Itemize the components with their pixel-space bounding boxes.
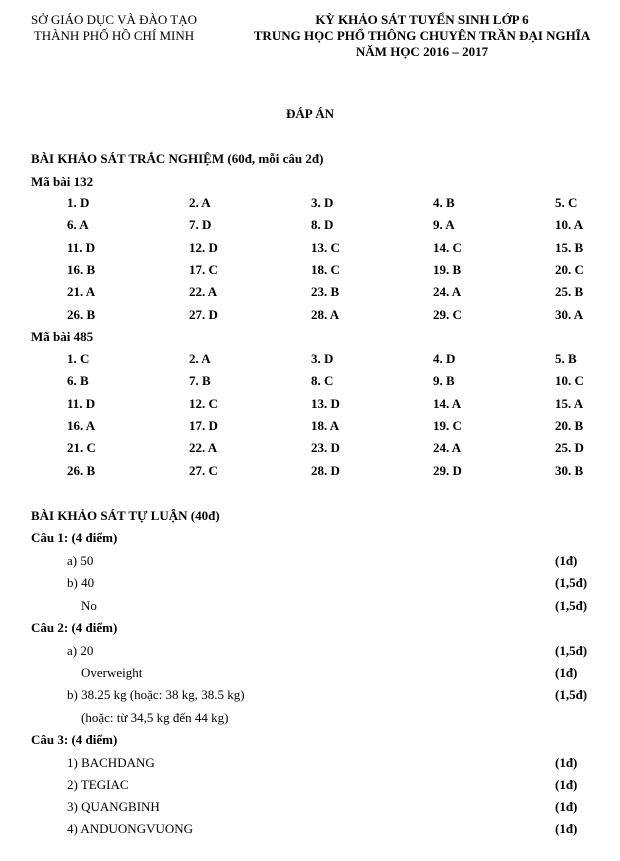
answer-cell: 23. B bbox=[311, 284, 340, 300]
answer-cell: 13. D bbox=[311, 395, 340, 411]
q3-answer-3: 3) QUANGBINH bbox=[67, 799, 160, 814]
exam-title-line-3: NĂM HỌC 2016 – 2017 bbox=[355, 44, 489, 59]
answer-cell: 1. C bbox=[67, 351, 90, 366]
answer-cell: 4. D bbox=[433, 351, 456, 366]
answer-cell: 5. B bbox=[555, 351, 577, 366]
answer-cell: 11. D bbox=[67, 395, 96, 411]
set-code-2: Mã bài 485 bbox=[31, 329, 94, 344]
answer-cell: 7. D bbox=[189, 217, 212, 233]
answer-cell: 13. C bbox=[311, 239, 340, 255]
answer-cell: 20. C bbox=[555, 261, 584, 277]
answer-cell: 19. C bbox=[433, 417, 462, 433]
q1-points-b: (1,5đ) bbox=[555, 575, 588, 590]
exam-title-block bbox=[232, 12, 612, 60]
answer-cell: 29. C bbox=[433, 306, 462, 322]
page-title: ĐÁP ÁN bbox=[285, 106, 335, 121]
set-code-1: Mã bài 132 bbox=[31, 174, 94, 189]
answer-cell: 20. B bbox=[555, 417, 584, 433]
answer-cell: 14. A bbox=[433, 395, 462, 411]
q2-points-a: (1,5đ) bbox=[555, 643, 588, 658]
answer-cell: 8. D bbox=[311, 217, 334, 233]
answer-cell: 2. A bbox=[189, 351, 211, 366]
answer-cell: 12. D bbox=[189, 239, 218, 255]
answer-cell: 10. A bbox=[555, 217, 584, 233]
answer-cell: 9. B bbox=[433, 373, 455, 389]
q3-points-4: (1đ) bbox=[555, 821, 578, 836]
answer-cell: 25. D bbox=[555, 440, 584, 456]
answer-cell: 17. D bbox=[189, 417, 218, 433]
answer-cell: 3. D bbox=[311, 351, 334, 366]
q2-answer-b: b) 38.25 kg (hoặc: 38 kg, 38.5 kg) bbox=[67, 687, 245, 702]
answer-cell: 11. D bbox=[67, 239, 96, 255]
q3-points-2: (1đ) bbox=[555, 777, 578, 792]
answer-cell: 26. B bbox=[67, 462, 96, 478]
answer-cell: 14. C bbox=[433, 239, 462, 255]
answer-cell: 7. B bbox=[189, 373, 211, 389]
answer-cell: 25. B bbox=[555, 284, 584, 300]
question-2-label: Câu 2: (4 điểm) bbox=[31, 620, 118, 635]
answer-cell: 6. B bbox=[67, 373, 89, 389]
q1-answer-no: No bbox=[81, 598, 97, 613]
q1-points-no: (1,5đ) bbox=[555, 598, 588, 613]
answer-cell: 27. D bbox=[189, 306, 218, 322]
issuer-line-1: SỞ GIÁO DỤC VÀ ĐÀO TẠO bbox=[31, 12, 197, 27]
answer-cell: 6. A bbox=[67, 217, 89, 233]
answer-cell: 24. A bbox=[433, 284, 462, 300]
answer-cell: 24. A bbox=[433, 440, 462, 456]
answer-cell: 8. C bbox=[311, 373, 334, 389]
q1-answer-a: a) 50 bbox=[67, 553, 94, 568]
answer-cell: 28. A bbox=[311, 306, 340, 322]
q3-answer-4: 4) ANDUONGVUONG bbox=[67, 821, 194, 836]
q3-answer-2: 2) TEGIAC bbox=[67, 777, 129, 792]
answer-cell: 15. B bbox=[555, 239, 584, 255]
answer-cell: 21. A bbox=[67, 284, 96, 300]
exam-title-line-2: TRUNG HỌC PHỔ THÔNG CHUYÊN TRẦN ĐẠI NGHĨA bbox=[253, 28, 591, 43]
answer-cell: 18. A bbox=[311, 417, 340, 433]
answer-cell: 21. C bbox=[67, 440, 96, 456]
answer-cell: 3. D bbox=[311, 195, 334, 210]
answer-cell: 4. B bbox=[433, 195, 455, 210]
answer-cell: 2. A bbox=[189, 195, 211, 210]
issuer-block bbox=[14, 12, 214, 44]
answer-cell: 19. B bbox=[433, 261, 462, 277]
answer-cell: 15. A bbox=[555, 395, 584, 411]
answer-cell: 16. B bbox=[67, 261, 96, 277]
answer-cell: 30. B bbox=[555, 462, 584, 478]
question-1-label: Câu 1: (4 điểm) bbox=[31, 530, 118, 545]
answer-cell: 16. A bbox=[67, 417, 96, 433]
question-3-label: Câu 3: (4 điểm) bbox=[31, 732, 118, 747]
answer-cell: 22. A bbox=[189, 284, 218, 300]
answer-cell: 17. C bbox=[189, 261, 218, 277]
q1-answer-b: b) 40 bbox=[67, 575, 95, 590]
answer-cell: 9. A bbox=[433, 217, 455, 233]
answer-cell: 23. D bbox=[311, 440, 340, 456]
answer-cell: 1. D bbox=[67, 195, 90, 210]
answer-cell: 5. C bbox=[555, 195, 578, 210]
answer-cell: 29. D bbox=[433, 462, 462, 478]
answer-cell: 30. A bbox=[555, 306, 584, 322]
answer-cell: 28. D bbox=[311, 462, 340, 478]
exam-title-line-1: KỲ KHẢO SÁT TUYỂN SINH LỚP 6 bbox=[315, 12, 529, 27]
q2-answer-overweight: Overweight bbox=[81, 665, 143, 680]
answer-cell: 18. C bbox=[311, 261, 340, 277]
issuer-line-2: THÀNH PHỐ HỒ CHÍ MINH bbox=[33, 28, 195, 43]
answer-cell: 12. C bbox=[189, 395, 218, 411]
q3-answer-1: 1) BACHDANG bbox=[67, 755, 155, 770]
q1-points-a: (1đ) bbox=[555, 553, 578, 568]
answer-cell: 27. C bbox=[189, 462, 218, 478]
q2-points-overweight: (1đ) bbox=[555, 665, 578, 680]
q2-points-b: (1,5đ) bbox=[555, 687, 588, 702]
answer-cell: 22. A bbox=[189, 440, 218, 456]
q2-answer-a: a) 20 bbox=[67, 643, 94, 658]
q3-points-1: (1đ) bbox=[555, 755, 578, 770]
answer-cell: 10. C bbox=[555, 373, 584, 389]
q3-points-3: (1đ) bbox=[555, 799, 578, 814]
mcq-heading: BÀI KHẢO SÁT TRẮC NGHIỆM (60đ, mỗi câu 2đ) bbox=[31, 151, 324, 166]
essay-heading: BÀI KHẢO SÁT TỰ LUẬN (40đ) bbox=[31, 508, 220, 523]
q2-answer-note: (hoặc: từ 34,5 kg đến 44 kg) bbox=[81, 710, 229, 725]
answer-cell: 26. B bbox=[67, 306, 96, 322]
